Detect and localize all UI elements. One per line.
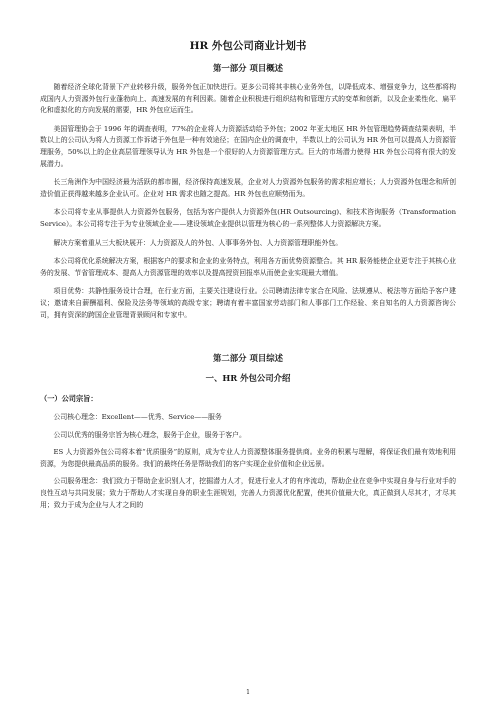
part2-heading: 第二部分 项目综述: [213, 353, 283, 364]
part1-heading: 第一部分 项目概述: [213, 63, 283, 73]
paragraph: 本公司将专业从事提供人力资源外包服务，包括为客户提供人力资源外包(HR Outsourcing)、和技术咨询服务（Transformation Service）。本公司将专注于为专业领域企业——建设领域企业提供以管理为核心的一系列整体人力资源解决方案。: [40, 208, 456, 228]
paragraph: 美国管理协会于 1996 年的调查表明，77%的企业将人力资源活动给予外包；2002 年亚太地区 HR 外包管理趋势调查结果表明，半数以上的公司认为将人力资源工作诉诸于外包是一种有效途径；在国内企业的调查中，半数以上的公司认为 HR 外包可以提高人力资源管理服务，50%以上的企业高层管理领导认为 HR 外包是一个很好的人力资源管理方式。巨大的市场潜力使得 HR 外包公司将有很大的发展潜力。: [40, 124, 456, 168]
paragraph: ES 人力资源外包公司将本着“优质服务”的原则，成为专业人力资源整体服务提供商。业务的积累与理解，将保证我们最有效地利用资源，为您提供最高品质的服务。我们的最终任务是帮助我们的客户实现企业价值和企业远景。: [40, 448, 456, 468]
paragraph: 随着经济全球化背景下产业转移升级，服务外包正加快进行。更多公司将其非核心业务外包，以降低成本、增强竞争力，这些都将构成国内人力资源外包行业蓬勃向上、高速发展的有利因素。随着企业积极进行组织结构和管理方式的变革和创新，以及企业柔性化、扁平化和虚拟化的方向发展的需要，HR 外包应运而生。: [40, 83, 456, 115]
paragraph: 长三角洲作为中国经济最为活跃的都市圈，经济保持高速发展，企业对人力资源外包服务的需求相应增长；人力资源外包理念和所创造价值正获得越来越多企业认可。企业对 HR 需求也随之提高。HR 外包也应顺势而为。: [40, 178, 456, 198]
paragraph: 公司以优秀的服务宗旨为核心理念，服务于企业，服务于客户。: [53, 430, 246, 439]
spacer: [40, 328, 456, 352]
page-number: 1: [246, 689, 250, 696]
paragraph: 公司核心理念：Excellent——优秀、Service——服务: [53, 413, 222, 422]
document-title: HR 外包公司商业计划书: [189, 40, 307, 52]
subsection-heading: （一）公司宗旨：: [40, 394, 98, 404]
paragraph: 本公司将优化系统解决方案，根据客户的要求和企业的业务特点，利用各方面优势资源整合。其 HR 服务能使企业更专注于其核心业务的发展、节省管理成本、提高人力资源管理的效率以及提高授资回报率从而使企业实现最大增值。: [40, 257, 456, 277]
section-heading: 一、HR 外包公司介绍: [205, 373, 291, 384]
paragraph: 解决方案着重从三大板块展开：人力资源及人的外包、人事事务外包、人力资源管理职能外包。: [53, 238, 343, 247]
paragraph: 公司服务理念：我们致力于帮助企业识别人才，挖掘潜力人才，促进行业人才的有序流动，帮助企业在竞争中实现自身与行业对手的良性互动与共同发展；致力于帮助人才实现自身的职业生涯规划，完善人力资源优化配置，使其价值最大化，真正做到人尽其才，才尽其用；致力于成为企业与人才之间的: [40, 477, 456, 509]
paragraph: 项目优势：共静性服务设计合理，在行业方面，主要关注建设行业。公司聘请法律专家合在风险、法规遵从、税法等方面给予客户建议；邀请来自薪酬福利、保险及法务等领域的高级专家；聘请有着丰富国家劳动部门和人事部门工作经验、来自知名的人力资源咨询公司，拥有资深的跨国企业管理背景顾问和专家中。: [40, 287, 456, 319]
